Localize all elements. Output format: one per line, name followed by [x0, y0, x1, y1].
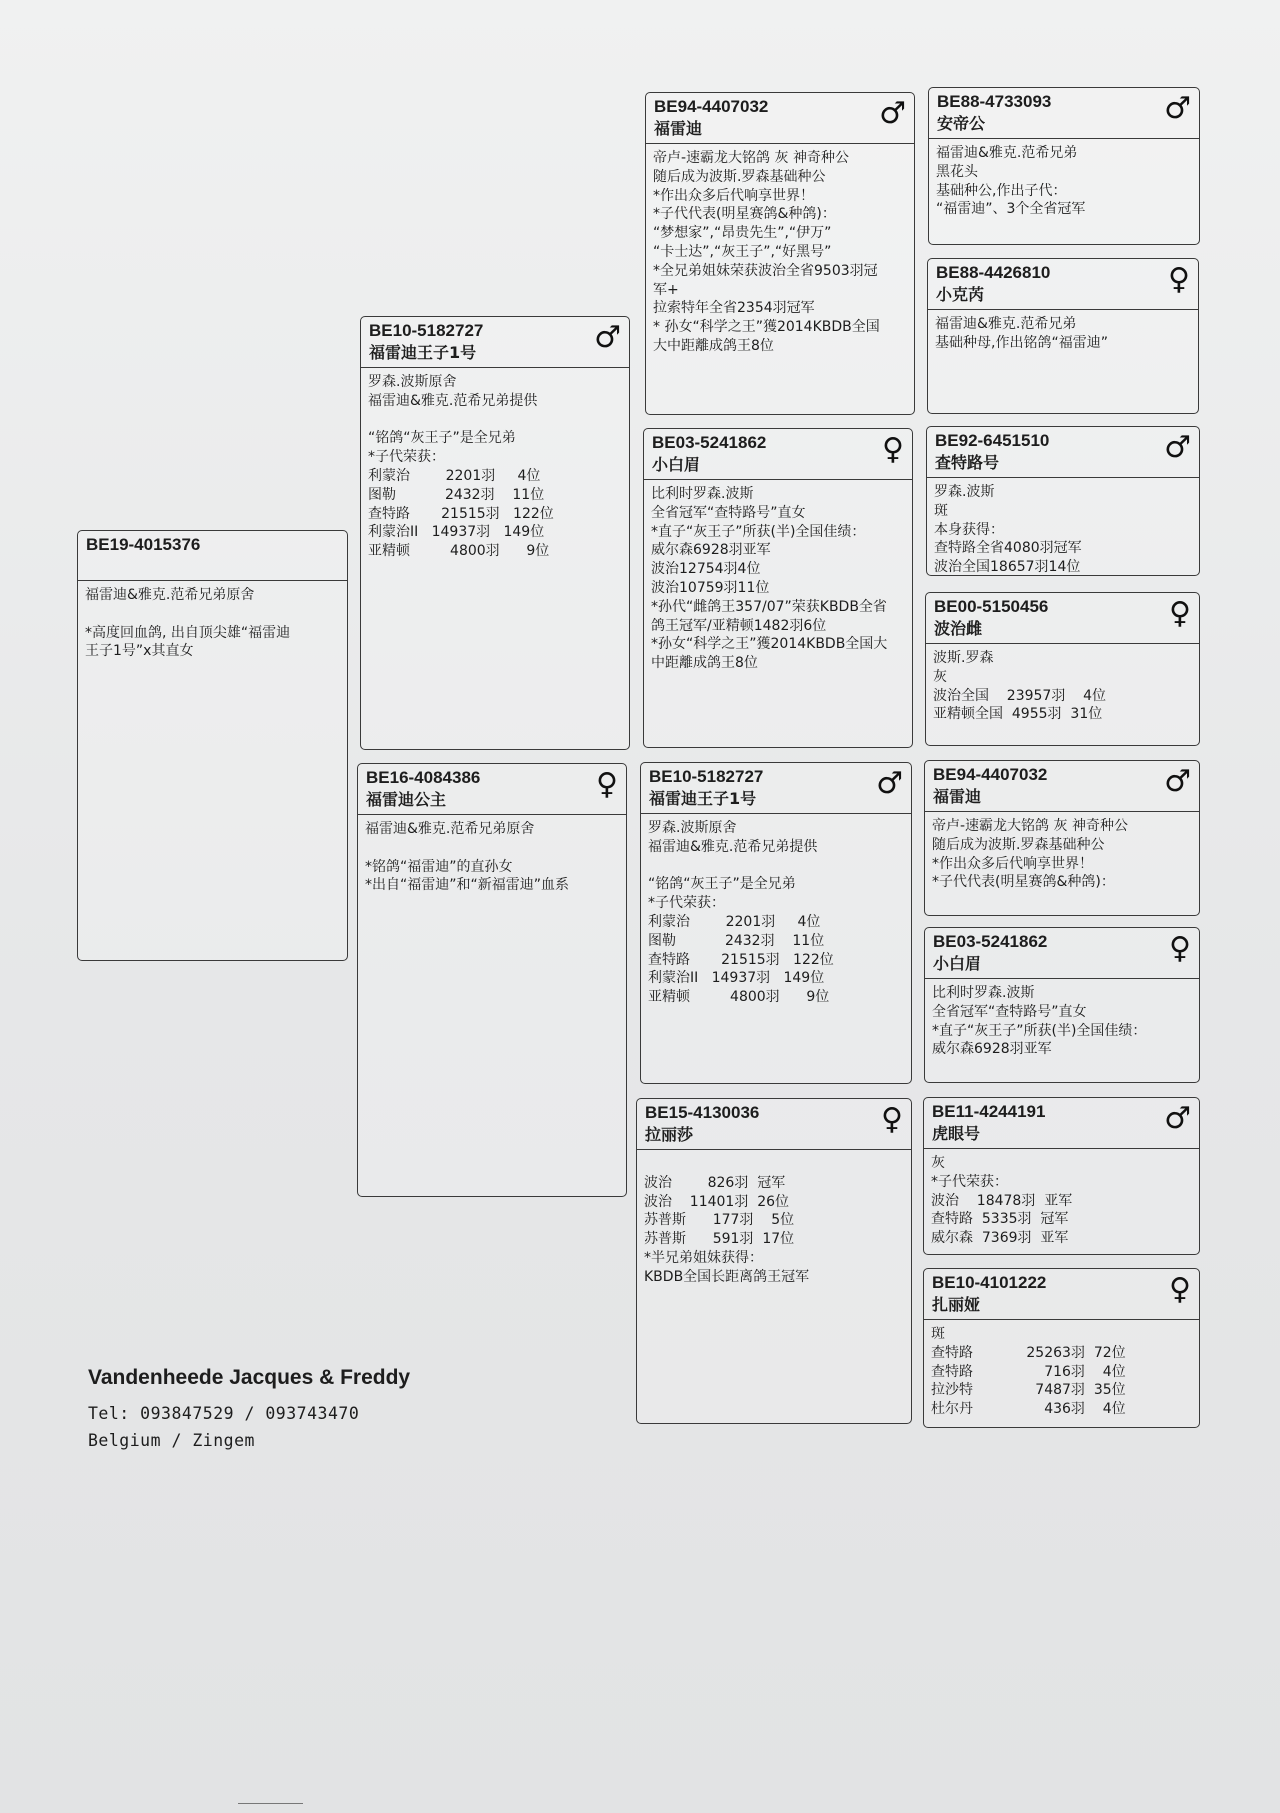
note-line: 福雷迪&雅克.范希兄弟原舍	[365, 821, 535, 837]
pigeon-name: 安帝公	[937, 114, 986, 133]
pigeon-card-ggp-3	[926, 426, 1200, 576]
note-line: 波治 826羽 冠军	[644, 1174, 786, 1191]
female-symbol-icon: ♀	[1169, 596, 1191, 631]
note-line: 亚精顿全国 4955羽 31位	[933, 706, 1103, 723]
pigeon-card-ggp-4	[925, 592, 1200, 746]
male-symbol-icon: ♂	[879, 96, 906, 131]
female-symbol-icon: ♀	[1168, 262, 1190, 297]
note-line: 比利时罗森.波斯	[932, 985, 1035, 1001]
note-line: 中距離成鸽王8位	[651, 655, 758, 672]
note-line: 全省冠军“查特路号”直女	[651, 504, 806, 521]
note-line: 波治 11401羽 26位	[644, 1193, 790, 1210]
pigeon-card-dam	[357, 763, 627, 1197]
note-line: *子代荣获：	[368, 449, 445, 466]
note-line: *孙代“雌鸽王357/07”荣获KBDB全省	[651, 598, 887, 615]
note-line: *子代代表(明星赛鸽&种鸽)：	[932, 874, 1115, 891]
note-line: *出自“福雷迪”和“新福雷迪”血系	[365, 877, 570, 894]
note-line: 黑花头	[936, 163, 978, 180]
note-line: 亚精顿 4800羽 9位	[368, 543, 550, 560]
pigeon-notes	[637, 1150, 911, 1291]
note-line	[368, 411, 622, 430]
ring-number: BE10-5182727	[649, 767, 764, 786]
note-line: 大中距離成鸽王8位	[653, 337, 774, 354]
pigeon-notes	[929, 139, 1199, 223]
note-line: 福雷迪&雅克.范希兄弟提供	[368, 392, 538, 409]
breeder-name: Vandenheede Jacques & Freddy	[88, 1366, 411, 1389]
note-line: 斑	[934, 502, 948, 519]
note-line: 波治全国18657羽14位	[934, 559, 1081, 576]
note-line: 利蒙治II 14937羽 149位	[368, 524, 545, 541]
ring-number: BE11-4244191	[932, 1102, 1046, 1121]
ring-number: BE88-4426810	[936, 263, 1051, 282]
note-line: *子代荣获：	[648, 895, 725, 912]
note-line: “铭鸽“灰王子”是全兄弟	[368, 430, 516, 447]
ring-number: BE03-5241862	[652, 433, 767, 452]
male-symbol-icon: ♂	[1164, 430, 1191, 465]
note-line: 鸽王冠军/亚精顿1482羽6位	[651, 617, 827, 634]
pigeon-notes	[646, 144, 914, 360]
breeder-contact	[88, 1366, 410, 1454]
pigeon-name: 福雷迪	[654, 119, 703, 138]
pigeon-card-ggp-1	[928, 87, 1200, 245]
ring-number: BE15-4130036	[645, 1103, 760, 1122]
pigeon-notes	[644, 480, 912, 677]
pigeon-name: 福雷迪	[933, 787, 982, 806]
note-line: 查特路 5335羽 冠军	[931, 1211, 1069, 1228]
note-line: 帝卢-速霸龙大铭鸽 灰 神奇种公	[932, 818, 1128, 834]
note-line: *直子“灰王子”所获(半)全国佳绩：	[651, 523, 866, 540]
ring-number: BE94-4407032	[654, 97, 769, 116]
pigeon-name: 小白眉	[933, 954, 982, 973]
ring-number: BE92-6451510	[935, 431, 1050, 450]
note-line: 福雷迪&雅克.范希兄弟原舍	[85, 587, 255, 603]
female-symbol-icon: ♀	[1169, 1272, 1191, 1307]
note-line: 斑	[931, 1326, 945, 1342]
note-line: 王子1号”x其直女	[85, 643, 194, 660]
pigeon-name: 小克芮	[936, 285, 985, 304]
note-line: 罗森.波斯	[934, 484, 995, 500]
note-line: KBDB全国长距离鸽王冠军	[644, 1268, 810, 1285]
note-line: 威尔森6928羽亚军	[651, 542, 771, 559]
female-symbol-icon: ♀	[882, 432, 904, 467]
note-line: 基础种公,作出子代：	[936, 182, 1067, 199]
note-line	[648, 857, 904, 876]
note-line: 罗森.波斯原舍	[368, 374, 457, 390]
female-symbol-icon: ♀	[881, 1102, 903, 1137]
note-line: *作出众多后代响享世界！	[653, 187, 814, 204]
pigeon-card-subject	[77, 530, 348, 961]
note-line: *高度回血鸽, 出自顶尖雄“福雷迪	[85, 624, 291, 641]
ring-number: BE94-4407032	[933, 765, 1048, 784]
note-line: 灰	[933, 668, 947, 685]
pigeon-card-ggp-7	[923, 1097, 1200, 1255]
note-line: 利蒙治 2201羽 4位	[368, 467, 541, 484]
male-symbol-icon: ♂	[876, 766, 903, 801]
note-line: 全省冠军“查特路号”直女	[932, 1003, 1087, 1020]
pigeon-name: 小白眉	[652, 455, 701, 474]
female-symbol-icon: ♀	[1169, 931, 1191, 966]
pigeon-card-dam-sire	[640, 762, 912, 1084]
pigeon-notes	[925, 979, 1199, 1063]
ring-number: BE88-4733093	[937, 92, 1052, 111]
note-line: 灰	[931, 1155, 945, 1171]
pigeon-card-sire-sire	[645, 92, 915, 415]
note-line: 随后成为波斯.罗森基础种公	[653, 168, 826, 185]
note-line	[365, 839, 619, 858]
ring-number: BE10-5182727	[369, 321, 484, 340]
ring-number: BE19-4015376	[86, 535, 201, 554]
pigeon-notes	[924, 1149, 1199, 1252]
ring-number: BE10-4101222	[932, 1273, 1047, 1292]
note-line: 图勒 2432羽 11位	[368, 486, 545, 503]
note-line: 利蒙治 2201羽 4位	[648, 913, 821, 930]
pigeon-notes	[926, 644, 1199, 728]
divider	[238, 1803, 303, 1804]
note-line: 随后成为波斯.罗森基础种公	[932, 836, 1105, 853]
note-line: 比利时罗森.波斯	[651, 486, 754, 502]
note-line: 威尔森 7369羽 亚军	[931, 1230, 1069, 1247]
note-line: 苏普斯 177羽 5位	[644, 1212, 795, 1229]
pigeon-notes	[924, 1320, 1199, 1423]
note-line: 拉索特年全省2354羽冠军	[653, 300, 815, 317]
breeder-location: Belgium / Zingem	[88, 1431, 255, 1450]
pigeon-name: 查特路号	[935, 453, 1000, 472]
pigeon-card-ggp-6	[924, 927, 1200, 1083]
note-line: 波斯.罗森	[933, 650, 994, 666]
note-line: 查特路 25263羽 72位	[931, 1344, 1126, 1361]
pigeon-notes	[78, 581, 347, 665]
note-line: 波治 18478羽 亚军	[931, 1192, 1073, 1209]
note-line: 帝卢-速霸龙大铭鸽 灰 神奇种公	[653, 150, 849, 166]
note-line: *铭鸽“福雷迪”的直孙女	[365, 858, 513, 875]
ring-number: BE03-5241862	[933, 932, 1048, 951]
pigeon-notes	[358, 815, 626, 899]
note-line: *半兄弟姐妹获得：	[644, 1249, 763, 1266]
note-line: 查特路 21515羽 122位	[648, 951, 834, 968]
note-line: 亚精顿 4800羽 9位	[648, 989, 830, 1006]
pigeon-card-dam-dam	[636, 1098, 912, 1424]
note-line: 罗森.波斯原舍	[648, 820, 737, 836]
note-line: 波治12754羽4位	[651, 561, 761, 578]
pigeon-name: 福雷迪公主	[366, 790, 447, 809]
pigeon-card-ggp-5	[924, 760, 1200, 916]
note-line: *直子“灰王子”所获(半)全国佳绩：	[932, 1022, 1147, 1039]
note-line: *全兄弟姐妹荣获波治全省9503羽冠	[653, 262, 878, 279]
pigeon-notes	[927, 478, 1199, 581]
note-line: 拉沙特 7487羽 35位	[931, 1382, 1126, 1399]
pigeon-notes	[641, 814, 911, 1011]
female-symbol-icon: ♀	[596, 767, 618, 802]
male-symbol-icon: ♂	[1164, 1101, 1191, 1136]
pigeon-name: 福雷迪王子1号	[369, 343, 477, 362]
male-symbol-icon: ♂	[1164, 91, 1191, 126]
note-line: 威尔森6928羽亚军	[932, 1041, 1052, 1058]
note-line: *孙女“科学之王”獲2014KBDB全国大	[651, 636, 888, 653]
male-symbol-icon: ♂	[1164, 764, 1191, 799]
note-line: 杜尔丹 436羽 4位	[931, 1401, 1126, 1418]
pigeon-card-sire-dam	[643, 428, 913, 748]
note-line	[644, 1155, 904, 1174]
pigeon-name: 拉丽莎	[645, 1125, 694, 1144]
note-line: 福雷迪&雅克.范希兄弟	[936, 145, 1078, 161]
note-line: 查特路 716羽 4位	[931, 1363, 1126, 1380]
note-line: “卡士达”,“灰王子”,“好黑号”	[653, 243, 832, 260]
pigeon-notes	[928, 310, 1198, 357]
note-line: 本身获得：	[934, 521, 1004, 538]
note-line: 利蒙治II 14937羽 149位	[648, 970, 825, 987]
note-line: 查特路全省4080羽冠军	[934, 540, 1082, 557]
note-line: 波治10759羽11位	[651, 579, 770, 596]
pigeon-card-sire	[360, 316, 630, 750]
pigeon-card-ggp-2	[927, 258, 1199, 414]
note-line: * 孙女“科学之王”獲2014KBDB全国	[653, 319, 880, 336]
ring-number: BE16-4084386	[366, 768, 481, 787]
ring-number: BE00-5150456	[934, 597, 1049, 616]
note-line: *子代代表(明星赛鸽&种鸽)：	[653, 206, 836, 223]
note-line: *作出众多后代响享世界！	[932, 855, 1093, 872]
note-line: 波治全国 23957羽 4位	[933, 687, 1107, 704]
pigeon-notes	[925, 812, 1199, 896]
note-line: 福雷迪&雅克.范希兄弟	[935, 316, 1077, 332]
note-line: “铭鸽“灰王子”是全兄弟	[648, 876, 796, 893]
note-line: 查特路 21515羽 122位	[368, 505, 554, 522]
pigeon-name: 扎丽娅	[932, 1295, 981, 1314]
note-line: “梦想家”,“昂贵先生”,“伊万”	[653, 225, 832, 242]
note-line: 苏普斯 591羽 17位	[644, 1231, 795, 1248]
note-line: 图勒 2432羽 11位	[648, 932, 825, 949]
note-line	[85, 605, 340, 624]
pigeon-name: 虎眼号	[932, 1124, 981, 1143]
note-line: “福雷迪”、3个全省冠军	[936, 201, 1086, 218]
breeder-phone: Tel: 093847529 / 093743470	[88, 1404, 360, 1423]
pigeon-name: 波治雌	[934, 619, 983, 638]
note-line: *子代荣获：	[931, 1173, 1008, 1190]
note-line: 基础种母,作出铭鸽“福雷迪”	[935, 334, 1108, 351]
male-symbol-icon: ♂	[594, 320, 621, 355]
pigeon-notes	[361, 368, 629, 565]
pigeon-card-ggp-8	[923, 1268, 1200, 1428]
note-line: 福雷迪&雅克.范希兄弟提供	[648, 838, 818, 855]
pigeon-name: 福雷迪王子1号	[649, 789, 757, 808]
note-line: 军+	[653, 281, 679, 298]
